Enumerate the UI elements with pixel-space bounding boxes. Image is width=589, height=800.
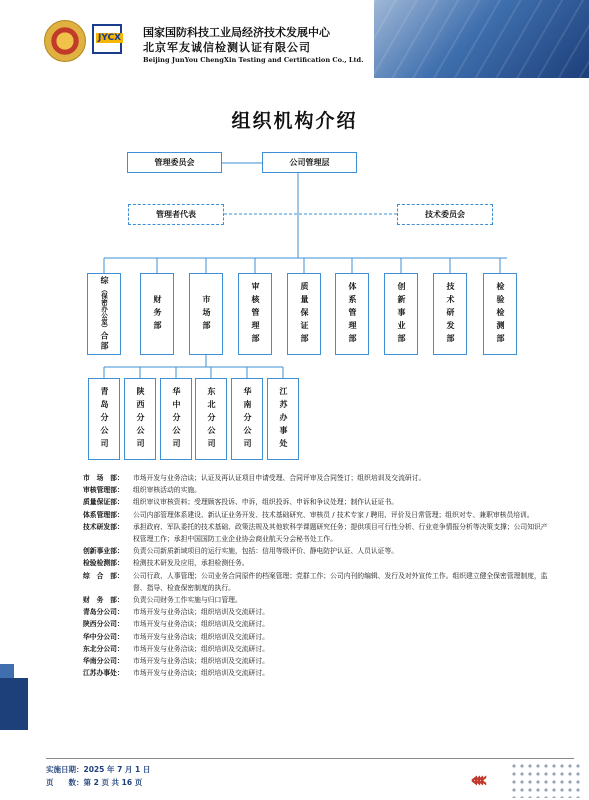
page-title: 组织机构介绍: [231, 110, 358, 132]
description-row: 华中分公司： 市场开发与业务洽谈；组织培训及交流研讨。: [83, 632, 269, 641]
left-decoration-bar: [0, 678, 28, 730]
footer-divider: [46, 758, 574, 759]
dept-innovation: 创新事业部: [384, 273, 418, 355]
page-count: 页 数：第 2 页 共 16 页: [46, 778, 143, 787]
dept-note: （保密办公室）: [100, 286, 108, 332]
description-row: 江苏办事处： 市场开发与业务洽谈；组织培训及交流研讨。: [83, 669, 269, 678]
management-representative-box: 管理者代表: [128, 204, 224, 225]
description-row: 体系管理部： 公司内部管理体系建设、新认证业务开发、技术基础研究、审核员 / 技术专家 / 聘用、评价及日常管理；组织对专、兼职审核员培训。: [83, 510, 534, 519]
description-row: 质量保证部： 组织审议审核资料；受理顾客投诉、申诉，组织投诉、申诉和争议处理；制作认证证书。: [83, 498, 399, 507]
dept-technical-rd: 技术研发部: [433, 273, 467, 355]
dept-system-management: 体系管理部: [335, 273, 369, 355]
left-decoration-block: [0, 664, 14, 678]
dot-grid-decoration: [510, 762, 580, 798]
department-descriptions: [83, 472, 553, 679]
management-committee-box: 管理委员会: [127, 152, 222, 173]
description-row: 市 场 部： 市场开发与业务洽谈；认证及再认证项目申请受理、合同评审及合同签订；组织培训及交流研讨。: [83, 474, 426, 482]
dept-general-affairs: 综（保密办公室）合部: [87, 273, 121, 355]
description-row: 综 合 部： 公司行政、人事管理；公司业务合同原件的档案管理；党群工作；公司内刊的编辑、发行及对外宣传工作。组织建立健全保密管理制度，监督、指导、检查保密制度的执行。: [83, 571, 548, 592]
company-logo: JYCX: [92, 24, 132, 56]
description-row: 青岛分公司： 市场开发与业务洽谈；组织培训及交流研讨。: [83, 608, 269, 617]
effective-date: 实施日期：2025 年 7 月 1 日: [46, 765, 151, 774]
description-row: 技术研发部： 承担政府、军队委托的技术基础、政策法规及其他软科学课题研究任务；提供项目可行性分析、行业竞争情报分析等决策支撑；公司知识产权管理工作；承担中国国防工业企业协会商业航天分会秘书处工作。: [83, 522, 548, 544]
dept-finance: 财务部: [140, 273, 174, 355]
company-management-box: 公司管理层: [262, 152, 357, 173]
branch-northeast: 东北分公司: [195, 378, 227, 460]
dept-quality-assurance: 质量保证部: [287, 273, 321, 355]
technical-committee-box: 技术委员会: [397, 204, 493, 225]
description-row: 东北分公司： 市场开发与业务洽谈；组织培训及交流研讨。: [83, 644, 269, 653]
description-row: 陕西分公司： 市场开发与业务洽谈；组织培训及交流研讨。: [83, 620, 269, 629]
description-row: 审核管理部： 组织审核活动的实施。: [83, 486, 201, 495]
org-name-primary: 国家国防科技工业局经济技术发展中心: [143, 26, 330, 39]
office-jiangsu: 江苏办事处: [267, 378, 299, 460]
description-row: 检验检测部： 检测技术研发及应用，承担检测任务。: [83, 559, 249, 568]
chevron-decoration-icon: ‹‹‹‹: [470, 768, 483, 793]
dept-inspection-testing: 检验检测部: [483, 273, 517, 355]
description-row: 华南分公司： 市场开发与业务洽谈；组织培训及交流研讨。: [83, 657, 269, 666]
branch-south-china: 华南分公司: [231, 378, 263, 460]
branch-shaanxi: 陕西分公司: [124, 378, 156, 460]
branch-qingdao: 青岛分公司: [88, 378, 120, 460]
branch-central-china: 华中分公司: [160, 378, 192, 460]
description-row: 创新事业部： 负责公司新质新域项目的运行实施，包括：信用等级评价、静电防护认证、人员认证等。: [83, 547, 399, 556]
org-name-company: 北京军友诚信检测认证有限公司: [143, 41, 311, 54]
org-name-english: Beijing JunYou ChengXin Testing and Certification Co., Ltd.: [143, 56, 364, 64]
description-row: 财 务 部： 负责公司财务工作实施与归口管理。: [83, 596, 242, 605]
dept-marketing: 市场部: [189, 273, 223, 355]
dept-audit-management: 审核管理部: [238, 273, 272, 355]
